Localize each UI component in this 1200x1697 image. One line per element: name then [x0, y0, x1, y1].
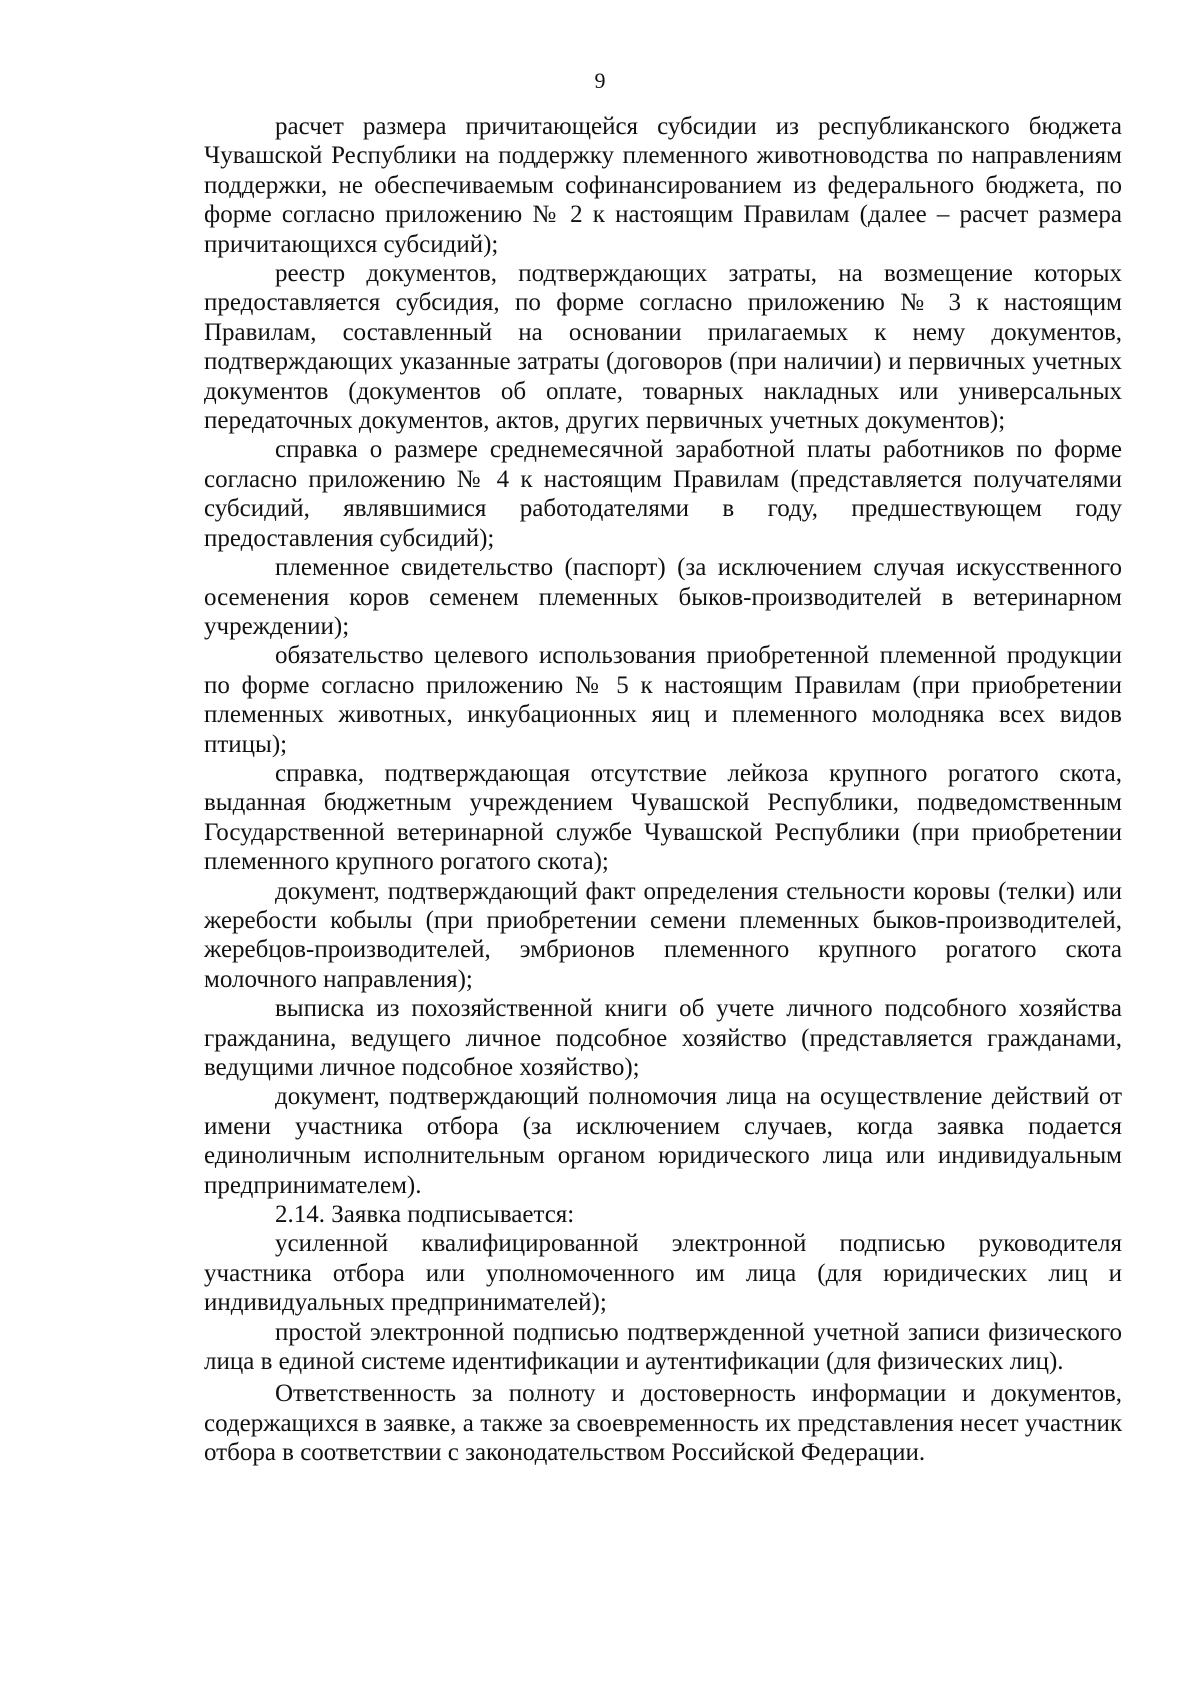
- paragraph-calculation: расчет размера причитающейся субсидии из республиканского бюджета Чувашской Республики на поддержку племенного животноводства по направлениям поддержки, не обеспечиваемым софинансированием из федерального бюджета, по форме согласно приложению № 2 к настоящим Правилам (далее – расчет размера причитающихся субсидий);: [204, 113, 1122, 258]
- paragraph-responsibility: Ответственность за полноту и достоверность информации и документов, содержащихся в заявке, а также за своевременность их представления несет участник отбора в соответствии с законодательством Российской Федерации.: [204, 1380, 1122, 1467]
- paragraph-qualified-signature: усиленной квалифицированной электронной подписью руководителя участника отбора или уполномоченного им лица (для юридических лиц и индивидуальных предпринимателей);: [204, 1230, 1122, 1317]
- paragraph-salary-certificate: справка о размере среднемесячной заработной платы работников по форме согласно приложению № 4 к настоящим Правилам (представляется получателями субсидий, являвшимися работодателями в году, предшествующем году предоставления субсидий);: [204, 436, 1122, 552]
- paragraph-registry: реестр документов, подтверждающих затраты, на возмещение которых предоставляется субсидия, по форме согласно приложению № 3 к настоящим Правилам, составленный на основании прилагаемых к нему документов, подтверждающих указанные затраты (договоров (при наличии) и первичных учетных документов (документов об оплате, товарных накладных или универсальных передаточных документов, актов, других первичных учетных документов);: [204, 260, 1122, 435]
- paragraph-obligation: обязательство целевого использования приобретенной племенной продукции по форме согласно приложению № 5 к настоящим Правилам (при приобретении племенных животных, инкубационных яиц и племенного молодняка всех видов птицы);: [204, 642, 1122, 758]
- paragraph-leukosis-certificate: справка, подтверждающая отсутствие лейкоза крупного рогатого скота, выданная бюджетным учреждением Чувашской Республики, подведомственным Государственной ветеринарной службе Чувашской Республики (при приобретении племенного крупного рогатого скота);: [204, 759, 1122, 876]
- document-body: [204, 112, 1122, 1468]
- paragraph-breeding-certificate: племенное свидетельство (паспорт) (за исключением случая искусственного осеменения коров семенем племенных быков-производителей в ветеринарном учреждении);: [204, 554, 1122, 640]
- paragraph-simple-signature: простой электронной подписью подтвержденной учетной записи физического лица в единой системе идентификации и аутентификации (для физических лиц).: [204, 1318, 1122, 1376]
- paragraph-authority-document: документ, подтверждающий полномочия лица на осуществление действий от имени участника отбора (за исключением случаев, когда заявка подается единоличным исполнительным органом юридического лица или индивидуальным предпринимателем).: [204, 1083, 1122, 1199]
- paragraph-pregnancy-document: документ, подтверждающий факт определения стельности коровы (телки) или жеребости кобылы (при приобретении семени племенных быков-производителей, жеребцов-производителей, эмбрионов племенного крупного рогатого скота молочного направления);: [204, 877, 1122, 993]
- page-number: 9: [594, 68, 606, 93]
- paragraph-household-extract: выписка из похозяйственной книги об учете личного подсобного хозяйства гражданина, ведущего личное подсобное хозяйство (представляется гражданами, ведущими личное подсобное хозяйство);: [204, 995, 1122, 1081]
- paragraph-section-2-14: 2.14. Заявка подписывается:: [275, 1201, 575, 1229]
